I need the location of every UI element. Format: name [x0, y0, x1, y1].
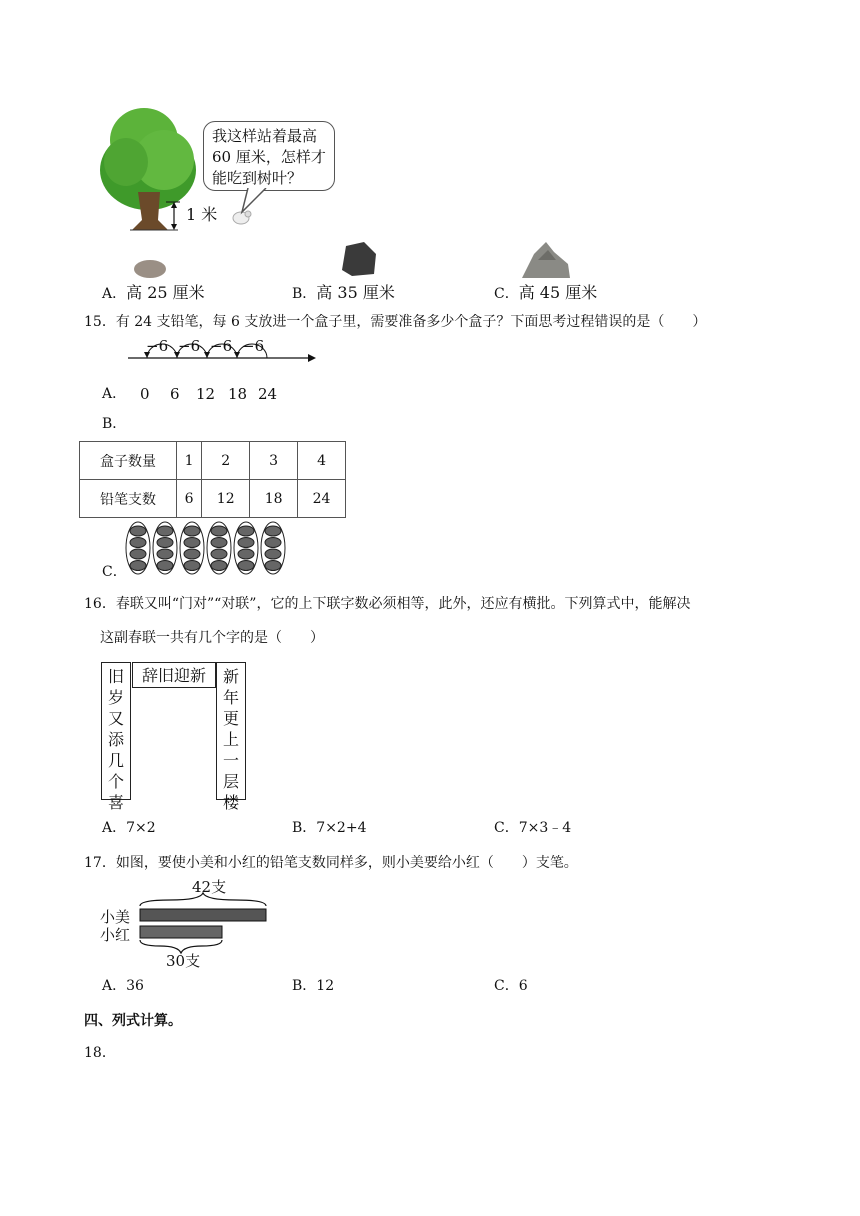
option-text: 高 45 厘米 — [518, 283, 598, 302]
couplet-char: 上 — [222, 730, 239, 749]
stone-dark-icon — [338, 240, 380, 278]
table-cell: 3 — [250, 442, 298, 480]
q15-option-c-letter[interactable]: C． — [102, 564, 127, 580]
pencil-dot — [157, 561, 173, 571]
name-xiaomei: 小美 — [100, 908, 131, 926]
pencil-dot — [130, 561, 146, 571]
option-text: 12 — [316, 978, 335, 994]
q17-option-c[interactable] — [494, 976, 528, 996]
jump-label: −6 — [146, 337, 169, 355]
q14-option-c[interactable] — [494, 283, 597, 304]
q16-option-b[interactable] — [292, 818, 366, 838]
couplet-right — [216, 662, 246, 812]
pencil-dot — [157, 526, 173, 536]
option-letter: C． — [494, 978, 519, 994]
bottom-label: 30支 — [166, 952, 201, 970]
pencil-dot — [238, 549, 254, 559]
top-total-label: 42支 — [192, 878, 227, 896]
q17-option-b[interactable] — [292, 976, 334, 996]
name-xiaohong: 小红 — [100, 926, 131, 944]
option-letter: A． — [102, 286, 127, 302]
jump-label: −6 — [178, 337, 201, 355]
speech-bubble — [203, 121, 335, 191]
tick-label: 24 — [258, 385, 278, 403]
option-text: 7×3﹣4 — [518, 820, 572, 836]
pencil-groups-diagram — [124, 520, 294, 576]
pencil-dot — [130, 538, 146, 548]
pencil-dot — [157, 538, 173, 548]
q17-stem: 17．如图，要使小美和小红的铅笔支数同样多，则小美要给小红（ ）支笔。 — [84, 855, 578, 871]
couplet-char: 层 — [222, 772, 239, 791]
couplet-char: 岁 — [107, 688, 124, 707]
option-letter: B． — [292, 820, 317, 836]
q15-stem: 15．有 24 支铅笔，每 6 支放进一个盒子里，需要准备多少个盒子？下面思考过程错误的是（ ） — [84, 314, 707, 330]
couplet-char: 楼 — [222, 793, 239, 812]
box-pencil-table — [79, 441, 346, 518]
pencil-dot — [184, 526, 200, 536]
pencil-dot — [238, 538, 254, 548]
tick-label: 6 — [170, 385, 180, 403]
option-text: 36 — [126, 978, 144, 994]
option-text: 6 — [518, 978, 528, 994]
speech-tail — [240, 188, 280, 216]
couplet-char: 新 — [222, 667, 239, 686]
pencil-dot — [130, 549, 146, 559]
table-row — [80, 480, 346, 518]
bar-diagram — [100, 876, 275, 968]
table-cell: 18 — [250, 480, 298, 518]
pencil-dot — [184, 561, 200, 571]
couplet-char: 更 — [222, 709, 239, 728]
q16-option-c[interactable] — [494, 818, 571, 838]
option-text: 高 25 厘米 — [126, 283, 205, 302]
table-cell: 4 — [298, 442, 346, 480]
q16-option-a[interactable] — [102, 818, 156, 838]
option-letter: C． — [494, 286, 519, 302]
pencil-dot — [265, 561, 281, 571]
speech-line-3: 能吃到树叶？ — [212, 169, 303, 187]
pencil-dot — [265, 526, 281, 536]
couplet-char: 又 — [107, 709, 124, 728]
pencil-dot — [211, 549, 227, 559]
row-header: 铅笔支数 — [80, 480, 177, 518]
q16-stem-line-1: 16．春联又叫“门对”“对联”，它的上下联字数必须相等，此外，还应有横批。下列算式中，能解决 — [84, 596, 691, 612]
q17-option-a[interactable] — [102, 976, 144, 996]
pencil-dot — [157, 549, 173, 559]
table-cell: 12 — [202, 480, 250, 518]
option-letter: A． — [102, 978, 127, 994]
couplet-char: 个 — [107, 772, 124, 791]
couplet-char: 添 — [107, 730, 124, 749]
pencil-dot — [130, 526, 146, 536]
speech-line-1: 我这样站着最高 — [212, 127, 318, 145]
pencil-dot — [184, 538, 200, 548]
couplet-char: 喜 — [107, 793, 124, 812]
option-text: 7×2 — [126, 820, 156, 836]
couplet-left — [101, 662, 131, 812]
pencil-dot — [184, 549, 200, 559]
pencil-dot — [211, 526, 227, 536]
q15-option-a-letter[interactable]: A． — [102, 386, 127, 402]
q16-stem-line-2: 这副春联一共有几个字的是（ ） — [100, 630, 324, 646]
tick-label: 0 — [140, 385, 150, 403]
pencil-dot — [238, 526, 254, 536]
stone-pile-icon — [520, 238, 572, 280]
jump-label: −6 — [242, 337, 265, 355]
stone-small-icon — [132, 255, 172, 279]
table-cell: 2 — [202, 442, 250, 480]
jump-label: −6 — [210, 337, 233, 355]
row-header: 盒子数量 — [80, 442, 177, 480]
q14-option-a[interactable] — [102, 283, 205, 304]
pencil-dot — [265, 549, 281, 559]
couplet-char: 旧 — [107, 667, 124, 686]
q15-option-b-letter[interactable]: B． — [102, 416, 127, 432]
couplet-top: 辞旧迎新 — [132, 662, 216, 688]
option-letter: B． — [292, 978, 317, 994]
section-heading: 四、列式计算。 — [84, 1013, 182, 1029]
q18-label: 18． — [84, 1045, 116, 1061]
pencil-dot — [265, 538, 281, 548]
pencil-dot — [211, 538, 227, 548]
couplet-char: 年 — [222, 688, 239, 707]
option-letter: B． — [292, 286, 317, 302]
table-cell: 24 — [298, 480, 346, 518]
couplet-char: 一 — [222, 751, 239, 770]
table-cell: 6 — [177, 480, 202, 518]
height-label: 1 米 — [186, 205, 218, 224]
speech-line-2: 60 厘米，怎样才 — [212, 148, 326, 166]
table-row — [80, 442, 346, 480]
option-letter: C． — [494, 820, 519, 836]
pencil-dot — [211, 561, 227, 571]
option-letter: A． — [102, 820, 127, 836]
tick-label: 18 — [228, 385, 248, 403]
option-text: 高 35 厘米 — [316, 283, 395, 302]
option-text: 7×2+4 — [316, 820, 367, 836]
pencil-dot — [238, 561, 254, 571]
q14-option-b[interactable] — [292, 283, 395, 304]
tick-label: 12 — [196, 385, 216, 403]
table-cell: 1 — [177, 442, 202, 480]
couplet-char: 几 — [107, 751, 124, 770]
